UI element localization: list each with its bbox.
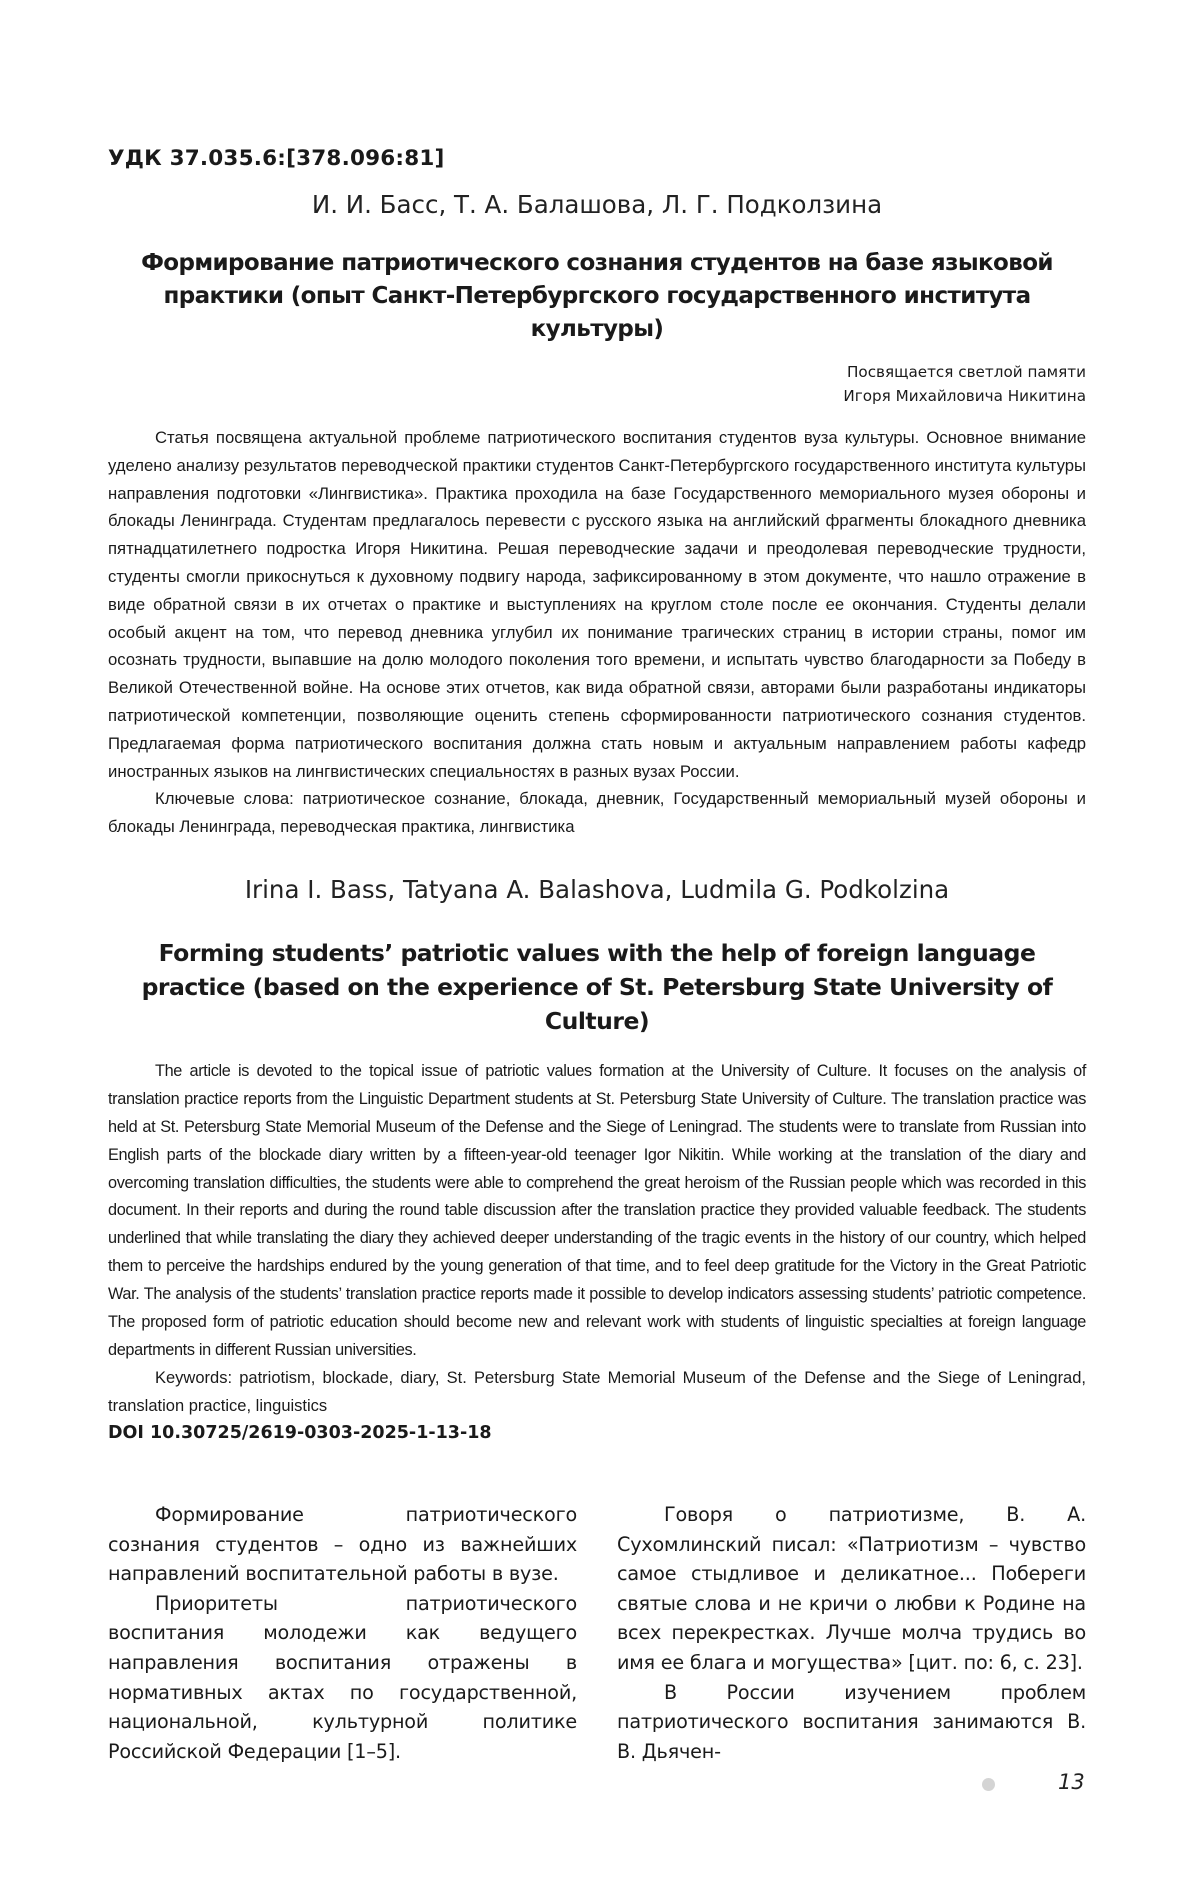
page-number: 13 — [1058, 1770, 1085, 1794]
abstract-ru: Статья посвящена актуальной проблеме патриотического воспитания студентов вуза культуры. Основное внимание уделено анализу результатов переводческой практики студентов Санкт-Петербургского государственного института культуры направления подготовки «Лингвистика». Практика проходила на базе Государственного мемориального музея обороны и блокады Ленинграда. Студентам предлагалось перевести с русского языка на английский фрагменты блокадного дневника пятнадцатилетнего подростка Игоря Никитина. Решая переводческие задачи и преодолевая переводческие трудности, студенты смогли прикоснуться к духовному подвигу народа, зафиксированному в этом документе, что нашло отражение в виде обратной связи в их отчетах о практике и выступлениях на круглом столе после ее окончания. Студенты делали особый акцент на том, что перевод дневника углубил их понимание трагических страниц в истории страны, помог им осознать трудности, выпавшие на долю молодого поколения того времени, и испытать чувство благодарности за Победу в Великой Отечественной войне. На основе этих отчетов, как вида обратной связи, авторами были разработаны индикаторы патриотической компетенции, позволяющие оценить степень сформированности патриотического сознания студентов. Предлагаемая форма патриотического воспитания должна стать новым и актуальным направлением работы кафедр иностранных языков на лингвистических специальностях в разных вузах России. — [108, 428, 1086, 781]
article-title-en: Forming students’ patriotic values with the help of foreign language practice (based on the experience of St. Petersburg State University of Culture) — [141, 938, 1053, 1035]
keywords-ru: Ключевые слова: патриотическое сознание, блокада, дневник, Государственный мемориальный музей обороны и блокады Ленинграда, переводческая практика, лингвистика — [108, 789, 1086, 837]
abstract-en: The article is devoted to the topical issue of patriotic values formation at the University of Culture. It focuses on the analysis of translation practice reports from the Linguistic Department students at St. Petersburg State University of Culture. The translation practice was held at St. Petersburg State Memorial Museum of the Defense and the Siege of Leningrad. The students were to translate from Russian into English parts of the blockade diary written by a fifteen-year-old teenager Igor Nikitin. While working at the translation of the diary and overcoming translation difficulties, the students were able to comprehend the great heroism of the Russian people which was recorded in this document. In their reports and during the round table discussion after the translation practice they provided valuable feedback. The students underlined that while translating the diary they achieved deeper understanding of the tragic events in the history of our country, which helped them to perceive the hardships endured by the young generation of that time, and to feel deep gratitude for the Victory in the Great Patriotic War. The analysis of the students’ translation practice reports made it possible to develop indicators assessing students’ patriotic competence. The proposed form of patriotic education should become new and relevant work with students of linguistic specialties at foreign language departments in different Russian universities. — [108, 1061, 1086, 1360]
body-text — [108, 1500, 1086, 1766]
authors-ru: И. И. Басс, Т. А. Балашова, Л. Г. Подколзина — [311, 190, 883, 219]
footer-dot-icon — [982, 1778, 995, 1791]
doi: DOI 10.30725/2619-0303-2025-1-13-18 — [108, 1422, 492, 1443]
authors-en: Irina I. Bass, Tatyana A. Balashova, Ludmila G. Podkolzina — [244, 874, 950, 904]
body-paragraph: Говоря о патриотизме, В. А. Сухомлинский писал: «Патриотизм – чувство самое стыдливое и деликатное... Побереги святые слова и не кричи о любви к Родине на всех перекрестках. Лучше молча трудись во имя ее блага и могущества» [цит. по: 6, с. 23]. — [617, 1503, 1086, 1674]
udc-code: УДК 37.035.6:[378.096:81] — [108, 146, 445, 171]
dedication — [108, 360, 1086, 408]
body-paragraph: Формирование патриотического сознания студентов – одно из важнейших направлений воспитательной работы в вузе. — [108, 1503, 577, 1586]
article-title-ru: Формирование патриотического сознания студентов на базе языковой практики (опыт Санкт-Петербургского государственного института культуры) — [141, 250, 1053, 342]
keywords-en: Keywords: patriotism, blockade, diary, St. Petersburg State Memorial Museum of the Defense and the Siege of Leningrad, translation practice, linguistics — [108, 1368, 1086, 1415]
right-column — [617, 1500, 1086, 1766]
article-header — [108, 146, 1086, 1443]
body-paragraph: Приоритеты патриотического воспитания молодежи как ведущего направления воспитания отражены в нормативных актах по государственной, национальной, культурной политике Российской Федерации [1–5]. — [108, 1591, 577, 1763]
left-column — [108, 1500, 577, 1766]
dedication-line-2: Игоря Михайловича Никитина — [843, 387, 1086, 405]
body-paragraph: В России изучением проблем патриотического воспитания занимаются В. В. Дьячен- — [617, 1680, 1086, 1763]
dedication-line-1: Посвящается светлой памяти — [846, 363, 1086, 381]
